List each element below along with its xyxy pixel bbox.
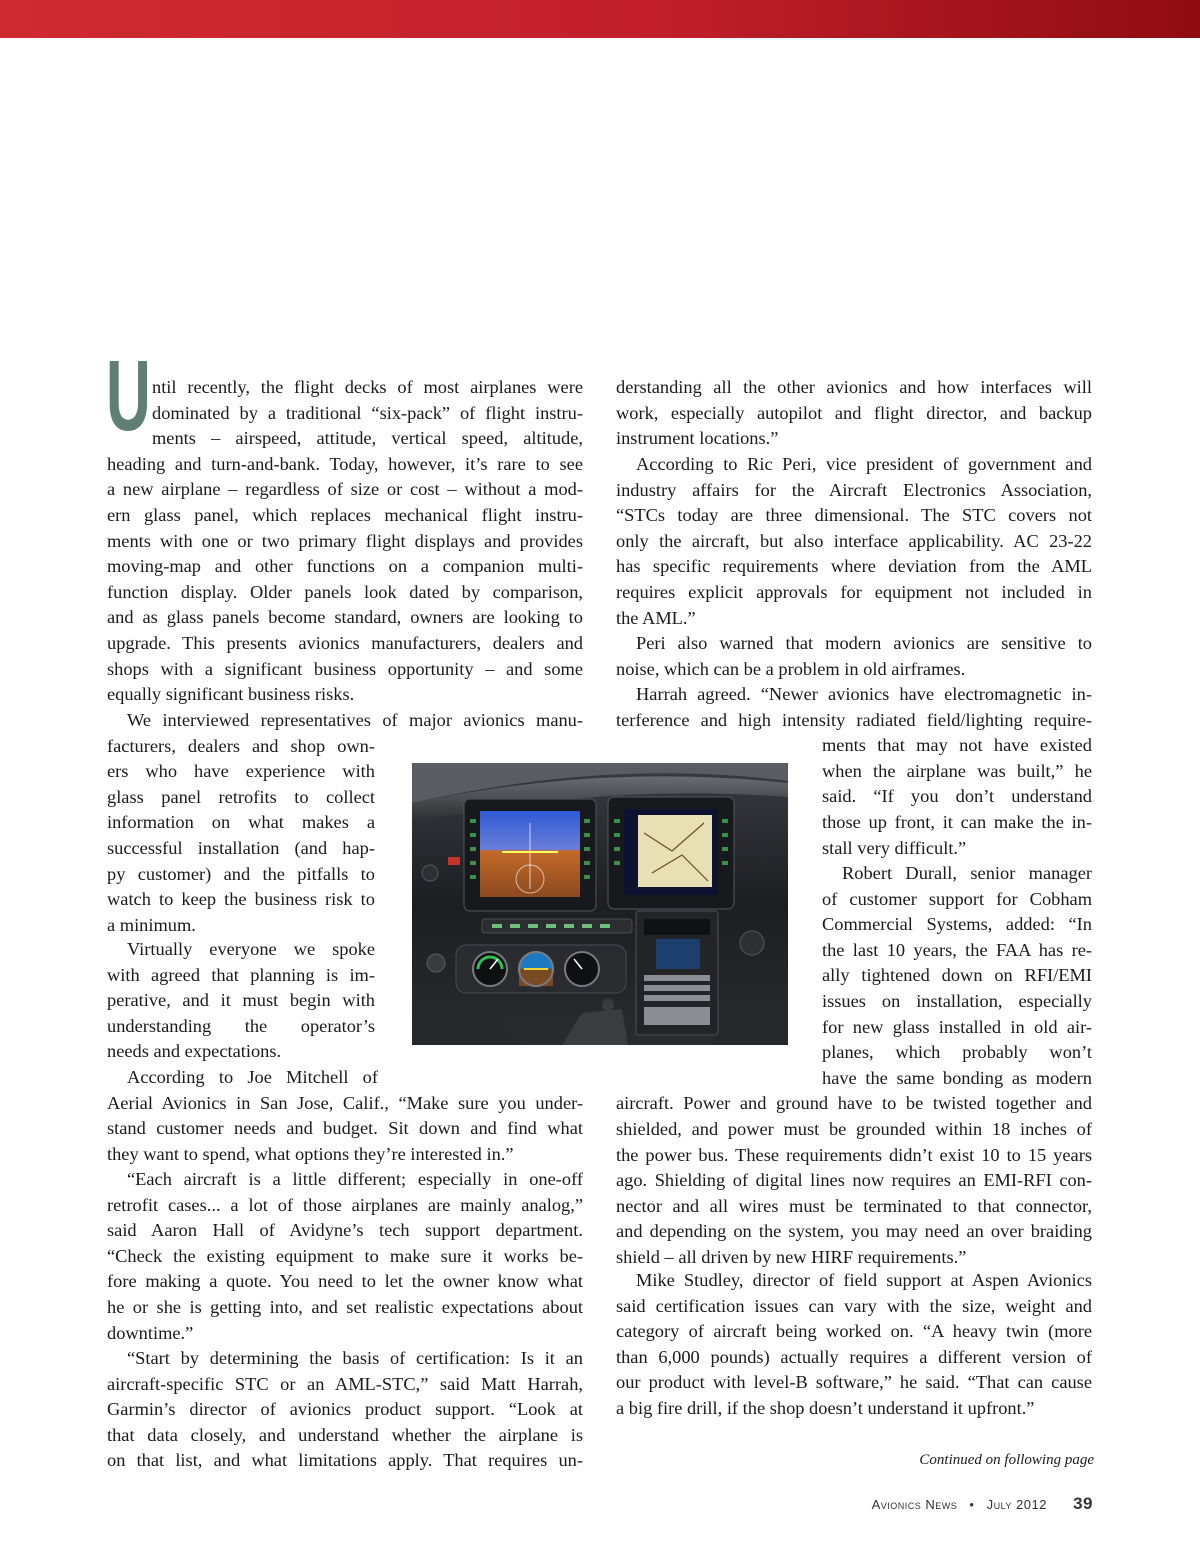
text-line: ments that may not have existed [822, 735, 1092, 756]
text-line: fore making a quote. You need to let the owner know what [107, 1271, 583, 1292]
text-line: requires explicit approvals for equipment not included in [616, 581, 1092, 602]
text-line: According to Joe Mitchell of [127, 1067, 378, 1087]
text-line: and as glass panels become standard, owners are looking to [107, 607, 583, 628]
col1-para-1 [107, 375, 583, 708]
text-line: on that list, and what limitations apply. That requires un- [107, 1450, 583, 1471]
text-line: the power bus. These requirements didn’t exist 10 to 15 years [616, 1144, 1092, 1165]
text-line: work, especially autopilot and flight director, and backup [616, 402, 1092, 423]
text-line: ments with one or two primary flight displays and provides [107, 530, 583, 551]
text-line: retrofit cases... a lot of those airplanes are mainly analog,” [107, 1194, 583, 1215]
text-line: planes, which probably won’t [822, 1042, 1092, 1063]
cockpit-photo [412, 763, 788, 1045]
text-line: Peri also warned that modern avionics are sensitive to [636, 633, 1092, 653]
drop-cap: U [106, 340, 151, 452]
text-line: the last 10 years, the FAA has re- [822, 939, 1092, 960]
text-line: successful installation (and hap- [107, 837, 375, 858]
text-line: ago. Shielding of digital lines now requires an EMI-RFI con- [616, 1170, 1092, 1191]
text-line: We interviewed representatives of major avionics manu- [127, 710, 583, 730]
col2-para-1 [616, 375, 1092, 452]
text-line: of customer support for Cobham [822, 888, 1092, 909]
text-line: aircraft. Power and ground have to be twisted together and [616, 1093, 1092, 1114]
text-line: when the airplane was built,” he [822, 760, 1092, 781]
text-line: for new glass installed in old air- [822, 1016, 1092, 1037]
col2-para-6 [616, 1268, 1092, 1422]
issue-date: July 2012 [986, 1497, 1047, 1512]
text-line: and depending on the system, you may need an over braiding [616, 1221, 1092, 1242]
text-line: our product with level-B software,” he said. “That can cause [616, 1372, 1092, 1393]
text-line: understanding the operator’s [107, 1015, 375, 1036]
text-line: instrument locations.” [616, 428, 779, 449]
text-line: a new airplane – regardless of size or cost – without a mod- [107, 479, 583, 500]
text-line: shield – all driven by new HIRF requirements.” [616, 1246, 967, 1267]
text-line: shielded, and power must be grounded within 18 inches of [616, 1118, 1092, 1139]
text-line: stall very difficult.” [822, 837, 967, 858]
text-line: they want to spend, what options they’re interested in.” [107, 1143, 514, 1164]
text-line: only the aircraft, but also interface applicability. AC 23-22 [616, 530, 1092, 551]
col1-para-4 [107, 1065, 583, 1167]
text-line: those up front, it can make the in- [822, 811, 1092, 832]
footer-separator: • [969, 1497, 975, 1512]
text-line: the AML.” [616, 607, 696, 628]
text-line: Commercial Systems, added: “In [822, 914, 1092, 935]
text-line: watch to keep the business risk to [107, 889, 375, 910]
text-line: Garmin’s director of avionics product support. “Look at [107, 1399, 583, 1420]
text-line: a minimum. [107, 914, 196, 935]
text-line: downtime.” [107, 1322, 194, 1343]
text-line: ntil recently, the flight decks of most airplanes were [152, 377, 583, 397]
cockpit-illustration [412, 763, 788, 1045]
text-line: aircraft-specific STC or an AML-STC,” said Matt Harrah, [107, 1373, 583, 1394]
col1-para-5 [107, 1167, 583, 1346]
text-line: glass panel retrofits to collect [107, 786, 375, 807]
page-number: 39 [1073, 1494, 1093, 1513]
text-line: said Aaron Hall of Avidyne’s tech support department. [107, 1220, 583, 1241]
text-line: heading and turn-and-bank. Today, however, it’s rare to see [107, 453, 583, 474]
text-line: Aerial Avionics in San Jose, Calif., “Make sure you under- [107, 1092, 583, 1113]
text-line: derstanding all the other avionics and how interfaces will [616, 377, 1092, 397]
publication-name: Avionics News [871, 1497, 958, 1512]
text-line: upgrade. This presents avionics manufacturers, dealers and [107, 632, 583, 653]
text-line: has specific requirements where deviation from the AML [616, 556, 1092, 577]
text-line: terference and high intensity radiated field/lighting require- [616, 709, 1092, 730]
text-line: needs and expectations. [107, 1041, 282, 1062]
text-line: information on what makes a [107, 812, 375, 833]
text-line: he or she is getting into, and set realistic expectations about [107, 1296, 583, 1317]
text-line: issues on installation, especially [822, 990, 1092, 1011]
text-line: “Start by determining the basis of certification: Is it an [127, 1348, 583, 1368]
text-line: nector and all wires must be terminated to that connector, [616, 1195, 1092, 1216]
page-footer [0, 1494, 1093, 1514]
text-line: than 6,000 pounds) actually requires a different version of [616, 1346, 1092, 1367]
text-line: that data closely, and understand whether the airplane is [107, 1424, 583, 1445]
col2-para-3 [616, 631, 1092, 682]
text-line: ern glass panel, which replaces mechanical flight instru- [107, 504, 583, 525]
text-line: py customer) and the pitfalls to [107, 863, 375, 884]
text-line: moving-map and other functions on a companion multi- [107, 556, 583, 577]
text-line: “STCs today are three dimensional. The STC covers not [616, 505, 1092, 526]
text-line: Mike Studley, director of field support at Aspen Avionics [636, 1270, 1092, 1290]
text-line: noise, which can be a problem in old airframes. [616, 658, 966, 679]
text-line: Robert Durall, senior manager [842, 863, 1092, 883]
text-line: function display. Older panels look dated by comparison, [107, 581, 583, 602]
text-line: Virtually everyone we spoke [127, 939, 375, 959]
continued-note: Continued on following page [919, 1452, 1094, 1468]
col1-para-6 [107, 1346, 583, 1474]
top-color-band [0, 0, 1200, 38]
text-line: Harrah agreed. “Newer avionics have electromagnetic in- [636, 684, 1092, 704]
text-line: a big fire drill, if the shop doesn’t understand it upfront.” [616, 1397, 1035, 1418]
text-line: dominated by a traditional “six-pack” of flight instru- [152, 402, 583, 423]
col1-para-3 [107, 937, 375, 1065]
text-line: equally significant business risks. [107, 684, 355, 705]
text-line: ers who have experience with [107, 761, 375, 782]
text-line: facturers, dealers and shop own- [107, 735, 375, 756]
col2-para-2 [616, 452, 1092, 631]
text-line: with agreed that planning is im- [107, 964, 375, 985]
text-line: “Check the existing equipment to make sure it works be- [107, 1245, 583, 1266]
text-line: According to Ric Peri, vice president of government and [636, 454, 1092, 474]
text-line: category of aircraft being worked on. “A heavy twin (more [616, 1321, 1092, 1342]
text-line: ally tightened down on RFI/EMI [822, 965, 1092, 986]
text-line: perative, and it must begin with [107, 990, 375, 1011]
text-line: “Each aircraft is a little different; especially in one-off [127, 1169, 583, 1189]
text-line: stand customer needs and budget. Sit down and find what [107, 1118, 583, 1139]
text-line: have the same bonding as modern [822, 1067, 1092, 1088]
text-line: said certification issues can vary with the size, weight and [616, 1295, 1092, 1316]
text-line: industry affairs for the Aircraft Electronics Association, [616, 479, 1092, 500]
text-line: shops with a significant business opportunity – and some [107, 658, 583, 679]
text-line: said. “If you don’t understand [822, 786, 1092, 807]
text-line: ments – airspeed, attitude, vertical speed, altitude, [152, 428, 583, 449]
